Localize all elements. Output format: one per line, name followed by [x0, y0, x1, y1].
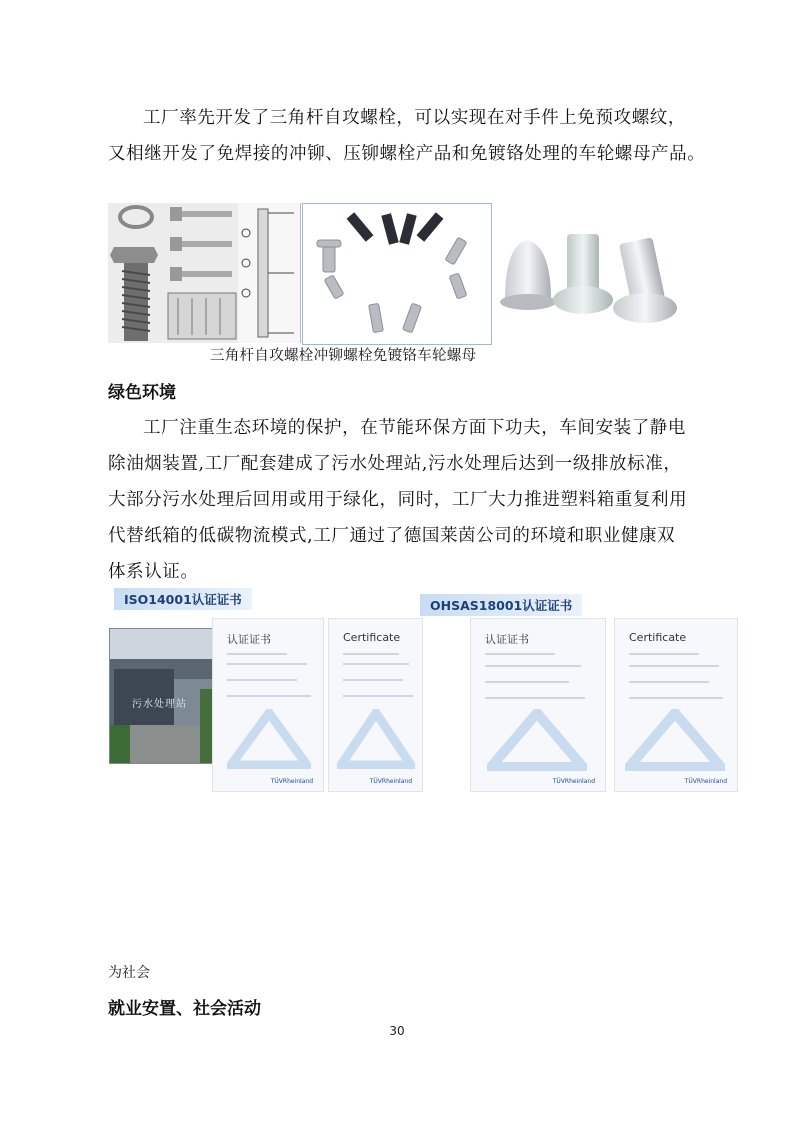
iso-cert-en-issuer: TÜVRheinland [369, 778, 412, 785]
iso-cert-cn-issuer: TÜVRheinland [270, 778, 313, 785]
green-line-5: 体系认证。 [108, 562, 199, 582]
page-number: 30 [389, 1024, 405, 1038]
product-caption: 三角杆自攻螺栓冲铆螺栓免镀铬车轮螺母 [210, 348, 477, 364]
self-tapping-bolt-diagram [108, 203, 301, 343]
building-sign: 污水处理站 [132, 699, 187, 710]
iso-banner: ISO14001认证证书 [114, 588, 252, 610]
clinch-bolts-photo [302, 203, 492, 345]
ohsas-cert-en-title: Certificate [629, 631, 687, 644]
intro-line-1: 工厂率先开发了三角杆自攻螺栓，可以实现在对手件上免预攻螺纹， [143, 108, 686, 128]
society-label: 为社会 [108, 965, 150, 981]
section-heading-green: 绿色环境 [108, 383, 176, 403]
intro-line-2: 又相继开发了免焊接的冲铆、压铆螺栓产品和免镀铬处理的车轮螺母产品。 [108, 144, 706, 164]
section-heading-society: 就业安置、社会活动 [108, 999, 261, 1019]
ohsas-banner: OHSAS18001认证证书 [420, 594, 582, 616]
ohsas-cert-cn-issuer: TÜVRheinland [552, 778, 595, 785]
ohsas-certificate-en [614, 618, 738, 792]
green-line-2: 除油烟装置,工厂配套建成了污水处理站,污水处理后达到一级排放标准， [108, 454, 682, 474]
intro-paragraph [108, 100, 706, 172]
wheel-nuts-photo [495, 210, 693, 338]
green-line-3: 大部分污水处理后回用或用于绿化，同时，工厂大力推进塑料箱重复利用 [108, 490, 688, 510]
green-paragraph [108, 410, 698, 590]
wastewater-station-photo [109, 628, 219, 764]
iso-cert-cn-title: 认证证书 [227, 633, 271, 646]
iso-cert-en-title: Certificate [343, 631, 401, 644]
green-line-1: 工厂注重生态环境的保护，在节能环保方面下功夫，车间安装了静电 [143, 418, 686, 438]
green-line-4: 代替纸箱的低碳物流模式,工厂通过了德国莱茵公司的环境和职业健康双 [108, 526, 676, 546]
ohsas-cert-cn-title: 认证证书 [485, 633, 529, 646]
iso-certificate-en [328, 618, 423, 792]
ohsas-certificate-cn [470, 618, 606, 792]
ohsas-cert-en-issuer: TÜVRheinland [684, 778, 727, 785]
iso-certificate-cn [212, 618, 324, 792]
